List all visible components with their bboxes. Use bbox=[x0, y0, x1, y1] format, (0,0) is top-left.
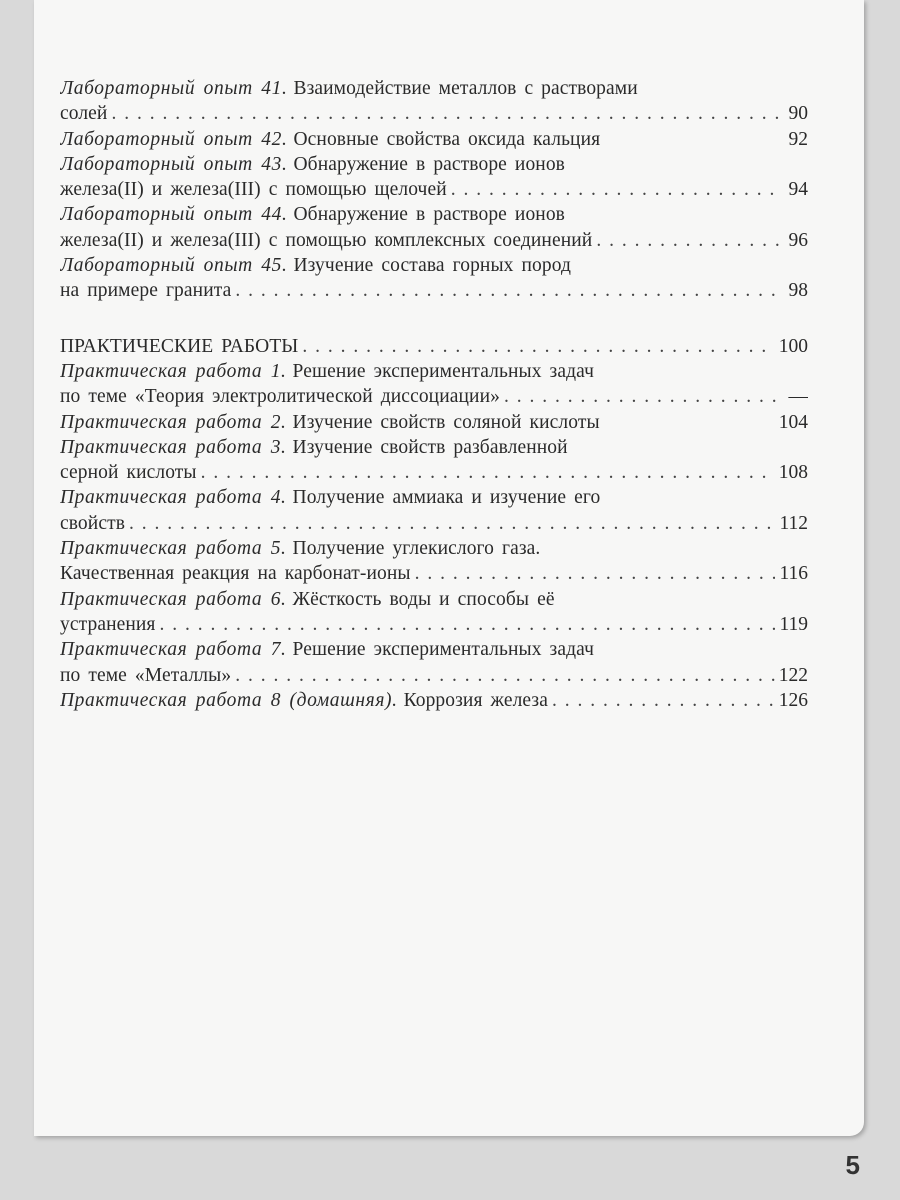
toc-entry-label: Практическая работа 5. bbox=[60, 538, 287, 560]
toc-entry-title: Получение аммиака и изучение его bbox=[292, 487, 601, 509]
toc-entry-title: Обнаружение в растворе ионов bbox=[293, 204, 565, 226]
toc-entry-title: Коррозия железа bbox=[403, 689, 548, 711]
toc-page-number: 90 bbox=[788, 103, 808, 125]
toc-entry-title: устранения bbox=[60, 613, 156, 635]
toc-page-number: 122 bbox=[778, 664, 808, 686]
toc-entry-title: Взаимодействие металлов с растворами bbox=[293, 78, 638, 99]
toc-line bbox=[60, 538, 808, 563]
toc-line bbox=[60, 255, 808, 280]
toc-entry-title: по теме «Металлы» bbox=[60, 664, 232, 686]
toc-page-number: 116 bbox=[779, 563, 808, 585]
toc-page-number: 104 bbox=[778, 411, 808, 433]
toc-entry-title: Изучение свойств разбавленной bbox=[292, 436, 568, 458]
toc-entry-label: Лабораторный опыт 45. bbox=[60, 255, 288, 277]
toc-line bbox=[60, 690, 808, 715]
toc-line bbox=[60, 639, 808, 664]
toc-entry-title: Получение углекислого газа. bbox=[292, 538, 541, 560]
toc-entry-title: серной кислоты bbox=[60, 462, 197, 484]
leader-dots bbox=[596, 230, 780, 252]
toc-entry-title: на примере гранита bbox=[60, 280, 232, 302]
toc-line bbox=[60, 614, 808, 639]
leader-dots bbox=[552, 690, 775, 712]
leader-dots bbox=[201, 462, 775, 484]
toc-line bbox=[60, 412, 808, 437]
leader-dots bbox=[160, 614, 776, 636]
leader-dots bbox=[235, 280, 780, 302]
toc-entry-label: Лабораторный опыт 43. bbox=[60, 153, 288, 175]
toc-entry-title: железа(II) и железа(III) с помощью комплексных соединений bbox=[60, 229, 593, 251]
leader-dots bbox=[302, 336, 774, 358]
toc-entry-title: Решение экспериментальных задач bbox=[292, 639, 594, 661]
toc-page-number: 100 bbox=[778, 335, 808, 357]
toc-line bbox=[60, 78, 808, 103]
toc-entry-label: Лабораторный опыт 42. bbox=[60, 128, 288, 150]
toc-line bbox=[60, 563, 808, 588]
page-number: 5 bbox=[845, 1150, 860, 1180]
toc-line bbox=[60, 437, 808, 462]
toc-page-number: 92 bbox=[788, 128, 808, 150]
toc-line bbox=[60, 513, 808, 538]
toc-entry-label: Лабораторный опыт 44. bbox=[60, 204, 288, 226]
toc-page-number: 98 bbox=[788, 280, 808, 302]
toc-entry-label: Практическая работа 6. bbox=[60, 588, 287, 610]
toc-line bbox=[60, 386, 808, 411]
leader-dots bbox=[451, 179, 780, 201]
toc-page-number: 119 bbox=[779, 613, 808, 635]
toc-entry-title: железа(II) и железа(III) с помощью щелочей bbox=[60, 179, 447, 201]
toc-entry-label: Лабораторный опыт 41. bbox=[60, 78, 288, 99]
toc-page-number: — bbox=[788, 386, 808, 408]
toc-line bbox=[60, 280, 808, 305]
toc-entry-title: Обнаружение в растворе ионов bbox=[293, 153, 565, 175]
toc-entry-title: Изучение свойств соляной кислоты bbox=[292, 411, 600, 433]
toc-page-number: 96 bbox=[788, 229, 808, 251]
toc-entry-title: Решение экспериментальных задач bbox=[292, 360, 594, 382]
toc-line bbox=[60, 129, 808, 154]
toc-entry-label: Практическая работа 1. bbox=[60, 360, 287, 382]
toc-entry-label: Практическая работа 8 (домашняя). bbox=[60, 689, 398, 711]
toc-line bbox=[60, 204, 808, 229]
toc-line bbox=[60, 487, 808, 512]
toc-entry-label: Практическая работа 3. bbox=[60, 436, 287, 458]
toc-line bbox=[60, 462, 808, 487]
toc-entry-title: Качественная реакция на карбонат-ионы bbox=[60, 563, 411, 585]
toc-page-number: 112 bbox=[779, 512, 808, 534]
toc-line bbox=[60, 361, 808, 386]
toc-line bbox=[60, 179, 808, 204]
toc-line bbox=[60, 589, 808, 614]
toc-entry-title: по теме «Теория электролитической диссоциации» bbox=[60, 386, 500, 408]
toc-line bbox=[60, 665, 808, 690]
leader-dots bbox=[129, 513, 775, 535]
toc-entry-title: Жёсткость воды и способы её bbox=[292, 588, 555, 610]
toc-entry-label: Практическая работа 4. bbox=[60, 487, 287, 509]
toc-line bbox=[60, 230, 808, 255]
toc-page-number: 94 bbox=[788, 179, 808, 201]
toc-line bbox=[60, 103, 808, 128]
leader-dots bbox=[415, 563, 776, 585]
toc-line bbox=[60, 336, 808, 361]
toc-entry-title: Основные свойства оксида кальция bbox=[293, 128, 601, 150]
toc-page-number: 108 bbox=[778, 462, 808, 484]
toc-page-number: 126 bbox=[778, 689, 808, 711]
table-of-contents bbox=[60, 78, 808, 715]
toc-line bbox=[60, 154, 808, 179]
toc-entry-title: свойств bbox=[60, 512, 125, 534]
toc-entry-label: Практическая работа 2. bbox=[60, 411, 287, 433]
toc-entry-title: Изучение состава горных пород bbox=[293, 255, 572, 277]
toc-entry-label: Практическая работа 7. bbox=[60, 639, 287, 661]
toc-entry-title: солей bbox=[60, 103, 108, 125]
leader-dots bbox=[504, 386, 780, 408]
leader-dots bbox=[235, 665, 775, 687]
toc-entry-title: ПРАКТИЧЕСКИЕ РАБОТЫ bbox=[60, 335, 299, 357]
leader-dots bbox=[111, 103, 780, 125]
